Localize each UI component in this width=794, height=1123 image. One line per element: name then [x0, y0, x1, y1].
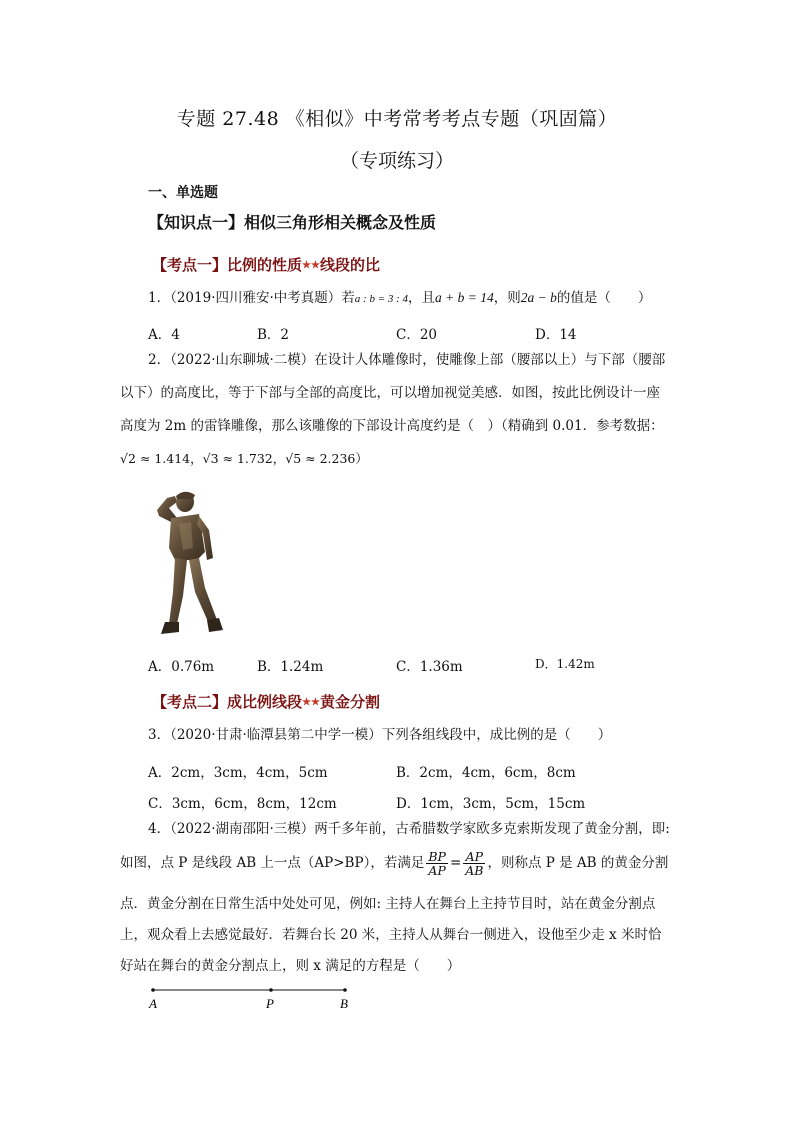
q1-text-d: 的值是（ ）: [556, 290, 652, 306]
knowledge-heading: 【知识点一】相似三角形相关概念及性质: [148, 213, 437, 232]
kaodian-1-tail: 线段的比: [319, 256, 380, 274]
q1-expr: 2a − b: [520, 290, 557, 305]
q3-option-a[interactable]: A．2cm，3cm，4cm，5cm: [148, 765, 328, 781]
q1-text-a: 1．（2019·四川雅安·中考真题）若: [148, 290, 355, 306]
q2-line-1: 2．（2022·山东聊城·二模）在设计人体雕像时，使雕像上部（腰部以上）与下部（腰部: [148, 352, 666, 368]
point-p-label: P: [266, 996, 274, 1011]
page-subtitle: （专项练习）: [339, 150, 454, 172]
q4-line-2: [120, 850, 668, 877]
q4-line-1: 4．（2022·湖南邵阳·三模）两千多年前，古希腊数学家欧多克索斯发现了黄金分割，即:: [148, 821, 670, 837]
q3-option-b[interactable]: B．2cm，4cm，6cm，8cm: [396, 765, 576, 781]
point-a-dot: [151, 988, 155, 992]
point-a-label: A: [149, 996, 157, 1011]
question-3: 3．（2020·甘肃·临潭县第二中学一模）下列各组线段中，成比例的是（ ）: [148, 727, 612, 743]
kaodian-2-label: 【考点二】成比例线段: [152, 693, 303, 711]
segment-diagram: [143, 980, 363, 1016]
q1-text-b: ，且: [408, 290, 436, 306]
q2-option-d[interactable]: D．1.42m: [535, 657, 595, 671]
q2-option-c[interactable]: C．1.36m: [396, 659, 463, 675]
star-icon: ★★: [302, 260, 320, 271]
q1-option-d[interactable]: D．14: [535, 327, 577, 343]
q3-option-d[interactable]: D．1cm，3cm，5cm，15cm: [396, 796, 586, 812]
q2-option-a[interactable]: A．0.76m: [148, 659, 215, 675]
kaodian-1-label: 【考点一】比例的性质: [152, 256, 303, 274]
point-p-dot: [269, 988, 273, 992]
q4-line-4: 上，观众看上去感觉最好．若舞台长 20 米，主持人从舞台一侧进入，设他至少走 x 米时恰: [120, 927, 662, 943]
fraction-bp-ap: $\frac{BP}{AP}$: [428, 849, 446, 879]
q1-text-c: ，则: [493, 290, 521, 306]
q2-line-2: 以下）的高度比，等于下部与全部的高度比，可以增加视觉美感．如图，按此比例设计一座: [120, 385, 660, 401]
q1-option-b[interactable]: B．2: [257, 327, 290, 343]
equals-sign: =: [449, 854, 462, 871]
q4-line-2a: 如图，点 P 是线段 AB 上一点（AP>BP），若满足: [120, 854, 425, 871]
q2-line-3: 高度为 2m 的雷锋雕像，那么该雕像的下部设计高度约是（ ）（精确到 0.01．参考数据：: [120, 418, 664, 434]
q4-line-5: 好站在舞台的黄金分割点上，则 x 满足的方程是（ ）: [120, 958, 461, 974]
kaodian-heading-1: [152, 254, 380, 275]
point-b-dot: [343, 988, 347, 992]
page-title: 专题 27.48 《相似》中考常考考点专题（巩固篇）: [176, 108, 618, 130]
kaodian-2-tail: 黄金分割: [319, 693, 380, 711]
q4-line-2b: ，则称点 P 是 AB 的黄金分割: [487, 854, 669, 871]
q4-line-3: 点．黄金分割在日常生活中处处可见，例如: 主持人在舞台上主持节目时，站在黄金分割点: [120, 896, 656, 912]
q2-option-b[interactable]: B．1.24m: [257, 659, 324, 675]
star-icon: ★★: [302, 697, 320, 708]
kaodian-heading-2: [152, 691, 380, 712]
q3-option-c[interactable]: C．3cm，6cm，8cm，12cm: [148, 796, 337, 812]
q1-ratio: a : b = 3 : 4: [354, 293, 409, 305]
q1-sum: a + b = 14: [435, 290, 494, 305]
statue-image: [143, 488, 233, 638]
section-heading: 一、单选题: [148, 185, 218, 201]
q1-option-c[interactable]: C．20: [396, 327, 438, 343]
q1-option-a[interactable]: A．4: [148, 327, 180, 343]
fraction-ap-ab: $\frac{AP}{AB}$: [465, 849, 484, 879]
point-b-label: B: [340, 996, 348, 1011]
q2-line-4: √2 ≈ 1.414，√3 ≈ 1.732，√5 ≈ 2.236）: [120, 451, 368, 466]
question-1: [148, 291, 651, 306]
